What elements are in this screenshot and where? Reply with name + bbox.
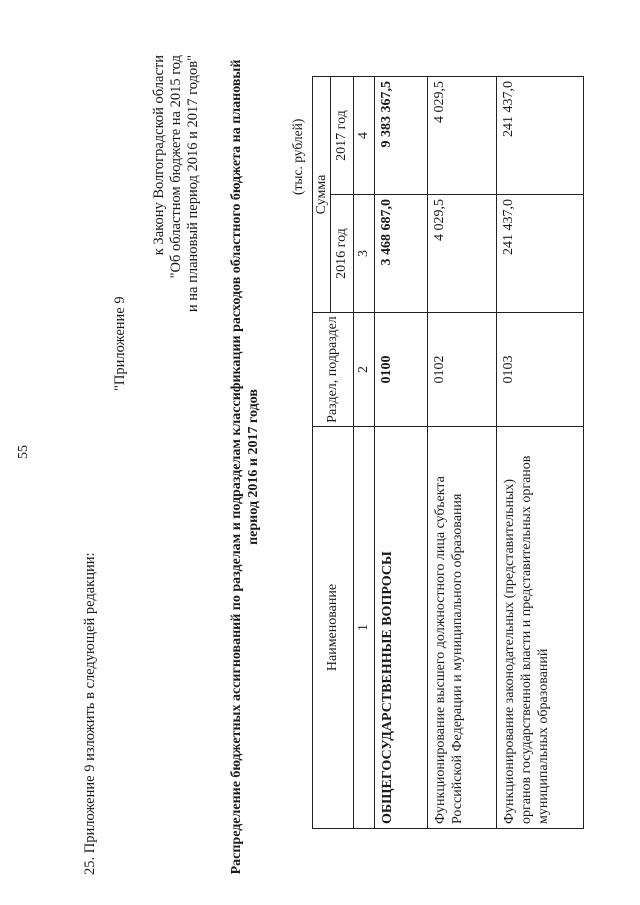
row-value-2017: 241 437,0	[497, 77, 584, 195]
table-row	[375, 77, 428, 829]
law-reference-line: и на плановый период 2016 и 2017 годов"	[185, 55, 201, 313]
header-year-2016: 2016 год	[331, 195, 354, 313]
appendix-label: "Приложение 9	[112, 296, 128, 391]
amendment-intro: 25. Приложение 9 изложить в следующей редакции:	[82, 552, 98, 875]
row-name: Функционирование законодательных (представительных) органов государственной власти и представительных органов муниципальных образований	[497, 427, 584, 829]
row-name: ОБЩЕГОСУДАРСТВЕННЫЕ ВОПРОСЫ	[375, 427, 428, 829]
column-number: 2	[354, 313, 375, 427]
column-number: 1	[354, 427, 375, 829]
table-row	[497, 77, 584, 829]
row-value-2016: 4 029,5	[428, 195, 497, 313]
units-note: (тыс. рублей)	[290, 118, 305, 195]
row-value-2016: 3 468 687,0	[375, 195, 428, 313]
law-reference-line: к Закону Волгоградской области	[151, 55, 167, 256]
row-name: Функционирование высшего должностного лица субъекта Российской Федерации и муниципального образования	[428, 427, 497, 829]
row-code: 0103	[497, 313, 584, 427]
document-title: Распределение бюджетных ассигнований по разделам и подразделам классификации расходов областного бюджета на плановый период 2016 и 2017 годов	[229, 59, 261, 875]
header-sum: Сумма	[313, 77, 331, 313]
row-value-2016: 241 437,0	[497, 195, 584, 313]
header-year-2017: 2017 год	[331, 77, 354, 195]
header-section: Раздел, подраздел	[313, 313, 354, 427]
header-name: Наименование	[313, 427, 354, 829]
row-code: 0102	[428, 313, 497, 427]
law-reference	[151, 55, 202, 475]
row-value-2017: 9 383 367,5	[375, 77, 428, 195]
column-number: 4	[354, 77, 375, 195]
page-number: 55	[16, 445, 31, 459]
budget-table	[312, 76, 584, 829]
column-number: 3	[354, 195, 375, 313]
row-code: 0100	[375, 313, 428, 427]
row-value-2017: 4 029,5	[428, 77, 497, 195]
table-row	[428, 77, 497, 829]
law-reference-line: "Об областном бюджете на 2015 год	[168, 55, 184, 279]
